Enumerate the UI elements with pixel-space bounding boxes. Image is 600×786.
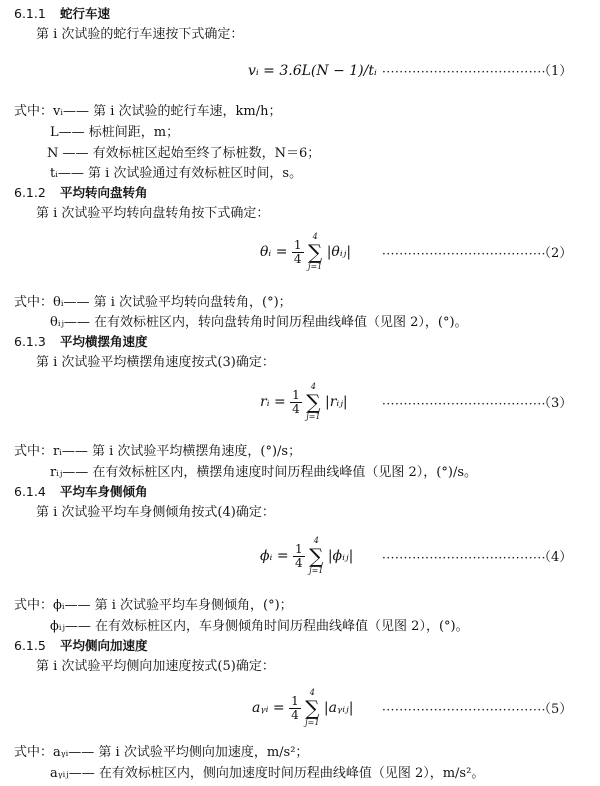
formula-lhs: θᵢ [260, 244, 272, 260]
section-heading-6-1-1 [14, 6, 110, 22]
formula-1: vᵢ = 3.6L(N − 1)/tᵢ [248, 63, 377, 79]
formula-5: aᵧᵢ = $\frac{1}{4}$ 4 ∑ j=1 |aᵧᵢⱼ| [252, 688, 354, 727]
formula-term: |ϕᵢⱼ| [327, 548, 354, 564]
fraction: $\frac{1}{4}$ [293, 237, 302, 266]
equation-number-5: （5） [538, 702, 573, 717]
formula-2: θᵢ = $\frac{1}{4}$ 4 ∑ j=1 |θᵢⱼ| [260, 232, 352, 271]
equation-number-3: （3） [538, 396, 573, 411]
section-intro: 第 i 次试验平均横摆角速度按式(3)确定： [36, 355, 275, 370]
definition-line: 式中：ϕᵢ—— 第 i 次试验平均车身侧倾角，(°)； [14, 598, 293, 613]
summation: 4 ∑ j=1 [309, 536, 324, 575]
fraction: $\frac{1}{4}$ [295, 541, 303, 570]
summation: 4 ∑ j=1 [306, 382, 321, 421]
section-title: 平均转向盘转角 [60, 185, 148, 200]
section-intro: 第 i 次试验的蛇行车速按下式确定： [36, 27, 244, 42]
formula-lhs: aᵧᵢ [252, 700, 269, 716]
definition-line: 式中：aᵧᵢ—— 第 i 次试验平均侧向加速度，m/s²； [14, 745, 309, 760]
definition-line: 式中：vᵢ—— 第 i 次试验的蛇行车速，km/h； [14, 104, 282, 119]
definition-line: 式中：rᵢ—— 第 i 次试验平均横摆角速度，(°)/s； [14, 444, 302, 459]
section-number: 6.1.5 [14, 638, 46, 653]
definition-line: 式中：θᵢ—— 第 i 次试验平均转向盘转角，(°)； [14, 295, 292, 310]
formula-lhs: ϕᵢ [260, 548, 273, 564]
definition-line: aᵧᵢⱼ—— 在有效标桩区内，侧向加速度时间历程曲线峰值（见图 2），m/s²。 [50, 766, 485, 781]
section-heading-6-1-2 [14, 185, 148, 201]
section-title: 平均车身侧倾角 [60, 484, 148, 499]
section-heading-6-1-3 [14, 334, 148, 350]
fraction: $\frac{1}{4}$ [292, 387, 300, 416]
summation: 4 ∑ j=1 [305, 688, 320, 727]
formula-term: |θᵢⱼ| [326, 244, 352, 260]
section-number: 6.1.4 [14, 484, 46, 499]
definition-line: N —— 有效标桩区起始至终了标桩数，N＝6； [47, 146, 321, 161]
definition-line: tᵢ—— 第 i 次试验通过有效标桩区时间，s。 [50, 166, 303, 181]
formula-term: |aᵧᵢⱼ| [323, 700, 354, 716]
equation-leader: ······································ [382, 65, 546, 79]
definition-line: rᵢⱼ—— 在有效标桩区内，横摆角速度时间历程曲线峰值（见图 2），(°)/s。 [50, 465, 477, 480]
definition-line: L—— 标桩间距，m； [50, 125, 180, 140]
section-title: 平均侧向加速度 [60, 638, 148, 653]
equation-leader: ······································ [382, 397, 546, 411]
formula-lhs: rᵢ [260, 394, 270, 410]
equation-leader: ······································ [382, 703, 546, 717]
section-intro: 第 i 次试验平均车身侧倾角按式(4)确定： [36, 505, 275, 520]
section-title: 蛇行车速 [60, 6, 111, 21]
section-number: 6.1.3 [14, 334, 46, 349]
equation-number-1: （1） [538, 64, 573, 79]
definition-line: ϕᵢⱼ—— 在有效标桩区内，车身侧倾角时间历程曲线峰值（见图 2），(°)。 [50, 619, 469, 634]
formula-4: ϕᵢ = $\frac{1}{4}$ 4 ∑ j=1 |ϕᵢⱼ| [260, 536, 354, 575]
section-title: 平均横摆角速度 [60, 334, 148, 349]
fraction: $\frac{1}{4}$ [291, 693, 299, 722]
section-intro: 第 i 次试验平均侧向加速度按式(5)确定： [36, 659, 275, 674]
equation-number-2: （2） [538, 246, 573, 261]
formula-term: |rᵢⱼ| [324, 394, 348, 410]
formula-3: rᵢ = $\frac{1}{4}$ 4 ∑ j=1 |rᵢⱼ| [260, 382, 348, 421]
equation-leader: ······································ [382, 551, 546, 565]
section-heading-6-1-5 [14, 638, 148, 654]
section-number: 6.1.1 [14, 6, 46, 21]
equation-number-4: （4） [538, 550, 573, 565]
summation: 4 ∑ j=1 [307, 232, 323, 271]
section-heading-6-1-4 [14, 484, 148, 500]
section-intro: 第 i 次试验平均转向盘转角按下式确定： [36, 206, 270, 221]
section-number: 6.1.2 [14, 185, 46, 200]
equation-leader: ······································ [382, 247, 546, 261]
definition-line: θᵢⱼ—— 在有效标桩区内，转向盘转角时间历程曲线峰值（见图 2），(°)。 [50, 315, 468, 330]
